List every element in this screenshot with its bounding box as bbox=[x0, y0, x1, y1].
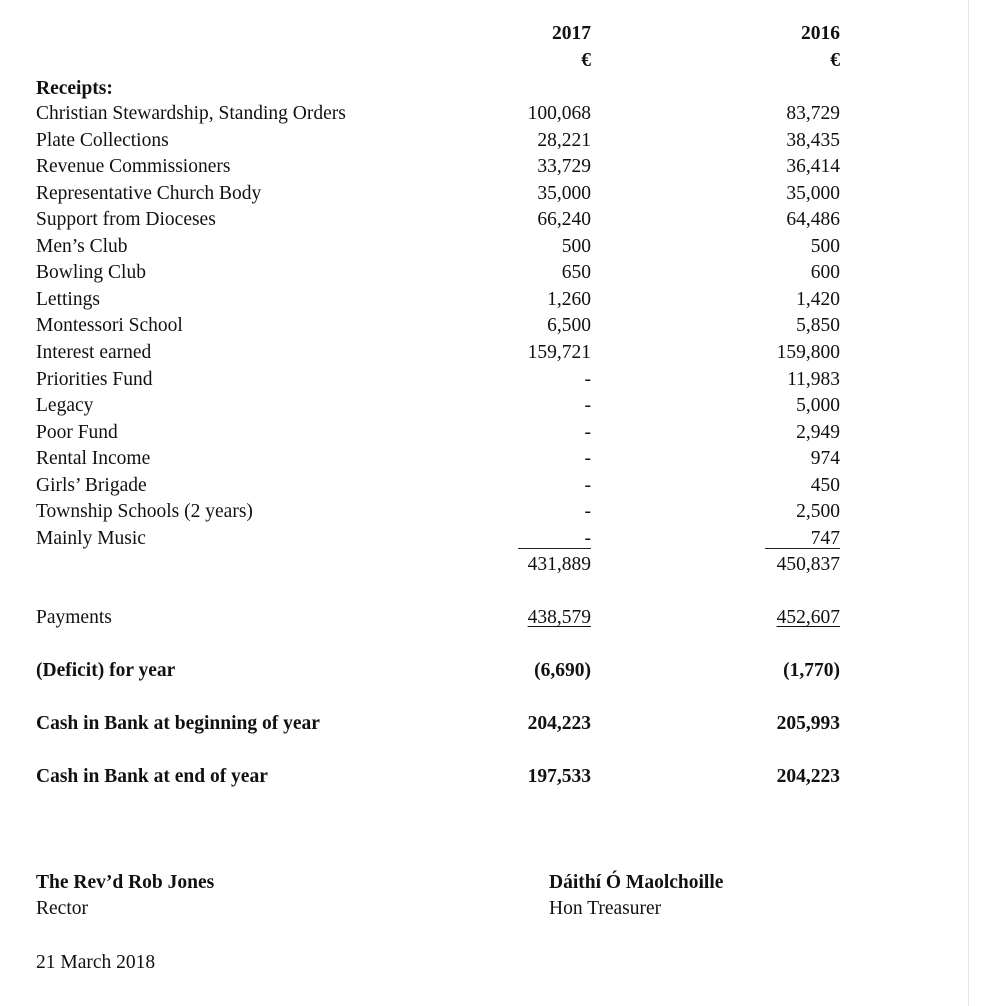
row-value-2017: 35,000 bbox=[537, 182, 591, 204]
receipts-heading: Receipts: bbox=[36, 78, 113, 99]
year-2017-header: 2017 bbox=[552, 23, 591, 44]
row-value-2016: 5,850 bbox=[796, 315, 840, 336]
row-value-2016: 83,729 bbox=[786, 103, 840, 124]
subtotal-rule-2016 bbox=[765, 548, 840, 549]
row-value-2016: 500 bbox=[810, 235, 840, 257]
row-value-2016: 2,500 bbox=[796, 501, 840, 522]
deficit-value-2016: (1,770) bbox=[783, 660, 840, 681]
row-value-2017: - bbox=[584, 448, 591, 469]
row-value-2016: 1,420 bbox=[796, 288, 840, 310]
row-label: Township Schools (2 years) bbox=[36, 501, 253, 522]
signature-date: 21 March 2018 bbox=[36, 952, 156, 973]
row-label: Poor Fund bbox=[36, 421, 118, 443]
treasurer-name: Dáithí Ó Maolchoille bbox=[549, 872, 724, 893]
row-label: Representative Church Body bbox=[36, 182, 262, 204]
cash-end-value-2016: 204,223 bbox=[776, 766, 840, 787]
row-label: Lettings bbox=[36, 288, 100, 310]
deficit-label: (Deficit) for year bbox=[36, 660, 176, 681]
row-value-2016: 35,000 bbox=[786, 182, 840, 204]
row-value-2017: - bbox=[584, 527, 591, 549]
row-label: Montessori School bbox=[36, 315, 183, 336]
treasurer-title: Hon Treasurer bbox=[549, 898, 662, 919]
currency-2016-header: € bbox=[830, 50, 840, 71]
row-value-2017: - bbox=[584, 368, 591, 390]
page-edge-line bbox=[968, 0, 969, 1006]
cash-begin-value-2017: 204,223 bbox=[527, 713, 591, 734]
row-value-2017: - bbox=[584, 395, 591, 416]
row-value-2016: 974 bbox=[810, 448, 840, 469]
row-value-2017: - bbox=[584, 501, 591, 522]
subtotal-rule-2017 bbox=[518, 548, 591, 549]
row-value-2017: 100,068 bbox=[527, 103, 591, 124]
payments-value-2017: 438,579 bbox=[527, 607, 591, 628]
row-value-2017: 500 bbox=[561, 235, 591, 257]
row-value-2017: 33,729 bbox=[537, 156, 591, 177]
row-label: Rental Income bbox=[36, 448, 151, 469]
row-value-2016: 64,486 bbox=[786, 209, 840, 230]
year-2016-header: 2016 bbox=[801, 23, 840, 44]
row-value-2016: 450 bbox=[810, 474, 840, 496]
row-value-2016: 5,000 bbox=[796, 395, 840, 416]
rector-name: The Rev’d Rob Jones bbox=[36, 872, 215, 893]
cash-end-value-2017: 197,533 bbox=[527, 766, 591, 787]
row-label: Support from Dioceses bbox=[36, 209, 216, 230]
row-label: Bowling Club bbox=[36, 262, 146, 283]
cash-begin-value-2016: 205,993 bbox=[776, 713, 840, 734]
row-value-2017: - bbox=[584, 474, 591, 496]
row-label: Priorities Fund bbox=[36, 368, 153, 390]
row-value-2017: 159,721 bbox=[527, 342, 591, 363]
cash-end-label: Cash in Bank at end of year bbox=[36, 766, 268, 787]
row-value-2016: 747 bbox=[810, 527, 840, 549]
currency-2017-header: € bbox=[581, 50, 591, 71]
deficit-value-2017: (6,690) bbox=[534, 660, 591, 681]
row-label: Girls’ Brigade bbox=[36, 474, 147, 496]
payments-value-2016: 452,607 bbox=[776, 607, 840, 628]
row-label: Interest earned bbox=[36, 342, 152, 363]
row-value-2016: 159,800 bbox=[776, 342, 840, 363]
row-value-2017: 28,221 bbox=[537, 129, 591, 151]
row-value-2016: 2,949 bbox=[796, 421, 840, 443]
rector-title: Rector bbox=[36, 898, 88, 919]
row-value-2017: 66,240 bbox=[537, 209, 591, 230]
cash-begin-label: Cash in Bank at beginning of year bbox=[36, 713, 320, 734]
row-value-2017: 1,260 bbox=[547, 288, 591, 310]
row-value-2016: 600 bbox=[810, 262, 840, 283]
row-value-2016: 36,414 bbox=[786, 156, 840, 177]
row-label: Men’s Club bbox=[36, 235, 128, 257]
row-label: Christian Stewardship, Standing Orders bbox=[36, 103, 346, 124]
row-value-2016: 11,983 bbox=[787, 368, 840, 390]
row-value-2017: 6,500 bbox=[547, 315, 591, 336]
row-label: Mainly Music bbox=[36, 527, 146, 549]
row-value-2017: 650 bbox=[561, 262, 591, 283]
row-label: Revenue Commissioners bbox=[36, 156, 231, 177]
receipts-total-2017: 431,889 bbox=[527, 554, 591, 575]
row-label: Plate Collections bbox=[36, 129, 169, 151]
payments-label: Payments bbox=[36, 607, 112, 628]
row-value-2016: 38,435 bbox=[786, 129, 840, 151]
row-value-2017: - bbox=[584, 421, 591, 443]
receipts-total-2016: 450,837 bbox=[776, 554, 840, 575]
row-label: Legacy bbox=[36, 395, 94, 416]
